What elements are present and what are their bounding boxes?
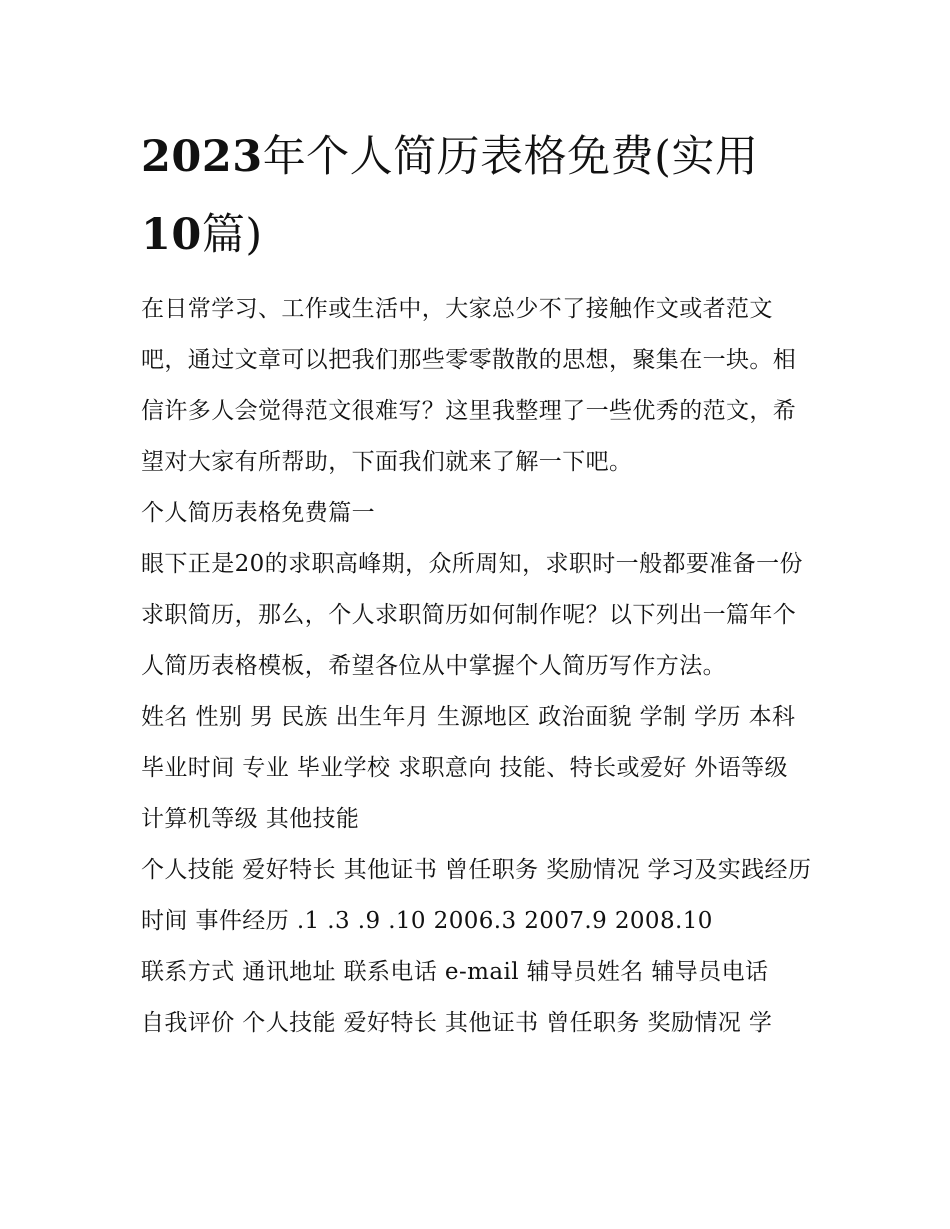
intro-paragraph: 在日常学习、工作或生活中，大家总少不了接触作文或者范文吧，通过文章可以把我们那些零零散散的思想，聚集在一块。相信许多人会觉得范文很难写？这里我整理了一些优秀的范文，希望对大家有所帮助，下面我们就来了解一下吧。 <box>141 296 797 475</box>
document-title <box>141 118 816 274</box>
title-year: 2023 <box>141 132 263 182</box>
document-content <box>141 118 816 1049</box>
body-paragraph: 眼下正是20的求职高峰期，众所周知，求职时一般都要准备一份求职简历，那么，个人求职简历如何制作呢？以下列出一篇年个人简历表格模板，希望各位从中掌握个人简历写作方法。 <box>141 551 803 679</box>
title-text: 年个人简历表格免费(实用 <box>262 132 759 182</box>
title-suffix: 篇) <box>201 210 263 260</box>
resume-fields-basic: 姓名 性别 男 民族 出生年月 生源地区 政治面貌 学制 学历 本科 毕业时间 专业 毕业学校 求职意向 技能、特长或爱好 外语等级 计算机等级 其他技能 <box>141 704 796 832</box>
resume-fields-skills: 个人技能 爱好特长 其他证书 曾任职务 奖励情况 学习及实践经历 时间 事件经历 .1 .3 .9 .10 2006.3 2007.9 2008.10 <box>141 857 812 934</box>
title-count: 10 <box>141 210 202 260</box>
resume-fields-evaluation: 自我评价 个人技能 爱好特长 其他证书 曾任职务 奖励情况 学 <box>141 1010 773 1036</box>
section-heading: 个人简历表格免费篇一 <box>141 500 375 526</box>
resume-fields-contact: 联系方式 通讯地址 联系电话 e-mail 辅导员姓名 辅导员电话 <box>141 959 769 985</box>
